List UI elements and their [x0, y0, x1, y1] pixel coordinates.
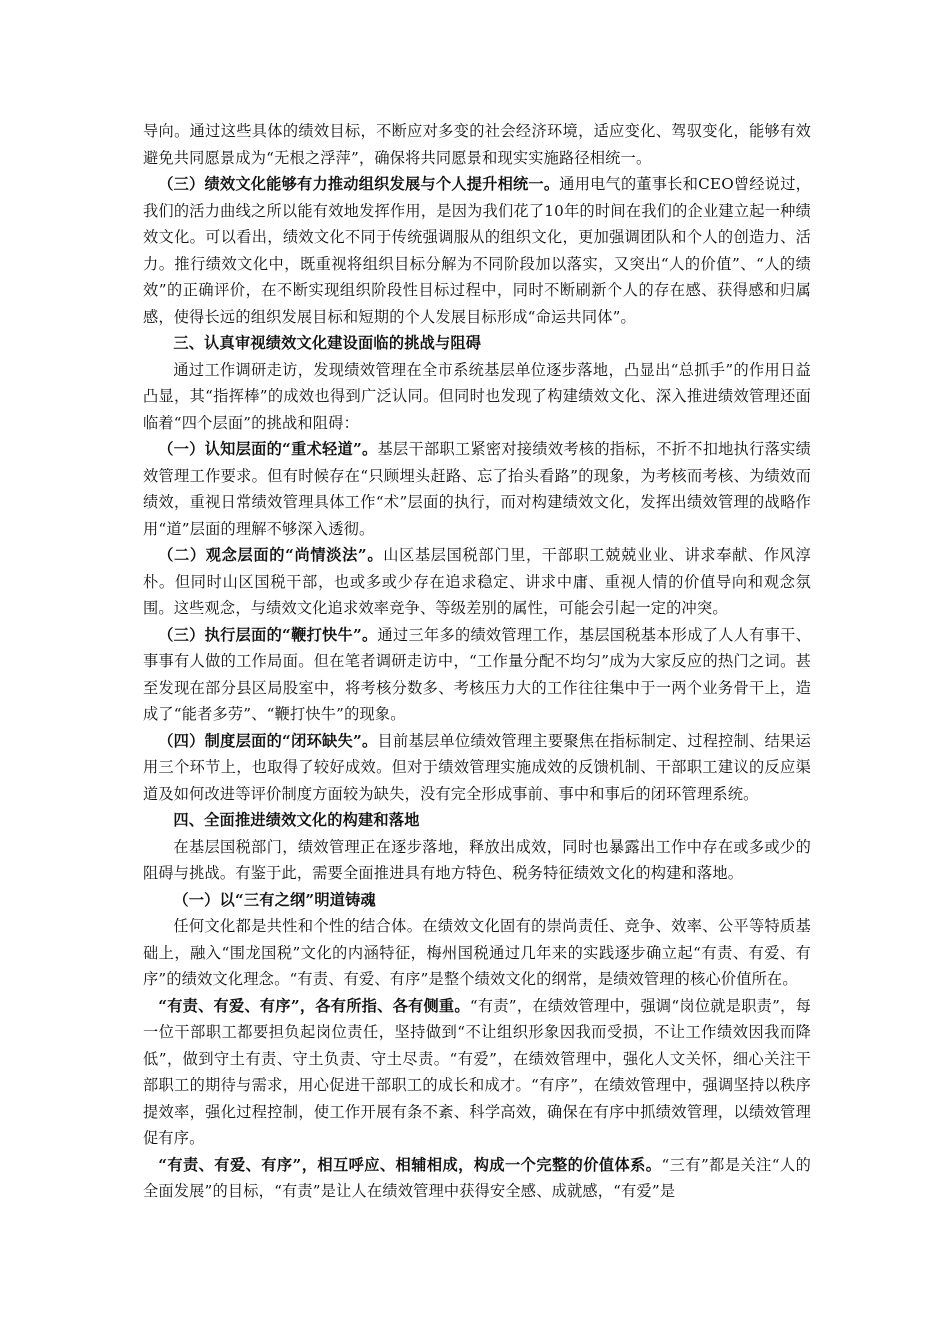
heading-text: 三、认真审视绩效文化建设面临的挑战与阻碍 — [173, 334, 482, 352]
section-heading-4 — [143, 807, 811, 834]
paragraph-text: “三有”都是关注“人的全面发展”的目标，“有责”是让人在绩效管理中获得安全感、成就感，“有爱”是 — [143, 1155, 811, 1200]
paragraph-text: 目前基层单位绩效管理主要聚焦在指标制定、过程控制、结果运用三个环节上，也取得了较好成效。但对于绩效管理实施成效的反馈机制、干部职工建议的反应渠道及如何改进等评价制度方面较为缺失，没有完全形成事前、事中和事后的闭环管理系统。 — [143, 731, 811, 803]
paragraph-challenge-2 — [143, 542, 811, 622]
paragraph-lead-bold: “有责、有爱、有序”，各有所指、各有侧重。 — [158, 996, 470, 1015]
heading-text: （一）以“三有之纲”明道铸魂 — [173, 890, 376, 909]
paragraph-three-have-meaning — [143, 993, 811, 1152]
paragraph-lead-bold: （一）认知层面的“重术轻道”。 — [158, 440, 378, 458]
paragraph-section-3-3 — [143, 171, 811, 330]
paragraph-intro-challenges — [143, 357, 811, 437]
paragraph-text: “有责”，在绩效管理中，强调“岗位就是职责”，每一位干部职工都要担负起岗位责任，坚持做到“不让组织形象因我而受损，不让工作绩效因我而降低”，做到守土有责、守土负责、守土尽责。“有爱”，在绩效管理中，强化人文关怀，细心关注干部职工的期待与需求，用心促进干部职工的成长和成才。“有序”，在绩效管理中，强调坚持以秩序提效率，强化过程控制，使工作开展有条不紊、科学高效，确保在有序中抓绩效管理，以绩效管理促有序。 — [143, 996, 812, 1147]
paragraph-text: 通过工作调研走访，发现绩效管理在全市系统基层单位逐步落地，凸显出“总抓手”的作用日益凸显，其“指挥棒”的成效也得到广泛认同。但同时也发现了构建绩效文化、深入推进绩效管理还面临着“四个层面”的挑战和阻碍： — [143, 360, 811, 432]
paragraph-challenge-3 — [143, 622, 811, 728]
paragraph-text: 导向。通过这些具体的绩效目标，不断应对多变的社会经济环境，适应变化、驾驭变化，能够有效避免共同愿景成为“无根之浮萍”，确保将共同愿景和现实实施路径相统一。 — [143, 122, 811, 167]
paragraph-challenge-1 — [143, 436, 811, 542]
paragraph-text: 任何文化都是共性和个性的结合体。在绩效文化固有的崇尚责任、竞争、效率、公平等特质基础上，融入“围龙国税”文化的内涵特征，梅州国税通过几年来的实践逐步确立起“有责、有爱、有序”的绩效文化理念。“有责、有爱、有序”是整个绩效文化的纲常，是绩效管理的核心价值所在。 — [143, 917, 811, 988]
section-heading-3 — [143, 330, 811, 357]
paragraph-continuation — [143, 118, 811, 171]
paragraph-text: 山区基层国税部门里，干部职工兢兢业业、讲求奉献、作风淳朴。但同时山区国税干部，也或多或少存在追求稳定、讲求中庸、重视人情的价值导向和观念氛围。这些观念，与绩效文化追求效率竞争、等级差别的属性，可能会引起一定的冲突。 — [143, 546, 811, 617]
subsection-heading-4-1 — [143, 887, 811, 914]
paragraph-lead-bold: （三）绩效文化能够有力推动组织发展与个人提升相统一。 — [158, 175, 560, 193]
paragraph-culture-generality — [143, 913, 811, 993]
paragraph-text: 通用电气的董事长和CEO曾经说过，我们的活力曲线之所以能有效地发挥作用，是因为我们花了10年的时间在我们的企业建立起一种绩效文化。可以看出，绩效文化不同于传统强调服从的组织文化，更加强调团队和个人的创造力、活力。推行绩效文化中，既重视将组织目标分解为不同阶段加以落实，又突出“人的价值”、“人的绩效”的正确评价，在不断实现组织阶段性目标过程中，同时不断刷新个人的存在感、获得感和归属感，使得长远的组织发展目标和短期的个人发展目标形成“命运共同体”。 — [143, 175, 812, 326]
paragraph-intro-construction — [143, 834, 811, 887]
paragraph-text: 在基层国税部门，绩效管理正在逐步落地，释放出成效，同时也暴露出工作中存在或多或少的阻碍与挑战。有鉴于此，需要全面推进具有地方特色、税务特征绩效文化的构建和落地。 — [143, 837, 811, 882]
heading-text: 四、全面推进绩效文化的构建和落地 — [173, 811, 420, 829]
paragraph-challenge-4 — [143, 728, 811, 808]
paragraph-three-have-system — [143, 1152, 811, 1205]
paragraph-lead-bold: （三）执行层面的“鞭打快牛”。 — [158, 625, 378, 644]
paragraph-lead-bold: （四）制度层面的“闭环缺失”。 — [158, 731, 378, 750]
paragraph-lead-bold: “有责、有爱、有序”，相互呼应、相辅相成，构成一个完整的价值体系。 — [158, 1155, 662, 1174]
paragraph-text: 通过三年多的绩效管理工作，基层国税基本形成了人人有事干、事事有人做的工作局面。但在笔者调研走访中，“工作量分配不均匀”成为大家反应的热门之词。甚至发现在部分县区局股室中，将考核分数多、考核压力大的工作往往集中于一两个业务骨干上，造成了“能者多劳”、“鞭打快牛”的现象。 — [143, 625, 811, 723]
paragraph-text: 基层干部职工紧密对接绩效考核的指标，不折不扣地执行落实绩效管理工作要求。但有时候存在“只顾埋头赶路、忘了抬头看路”的现象，为考核而考核、为绩效而绩效，重视日常绩效管理具体工作“术”层面的执行，而对构建绩效文化，发挥出绩效管理的战略作用“道”层面的理解不够深入透彻。 — [143, 440, 811, 538]
paragraph-lead-bold: （二）观念层面的“尚情淡法”。 — [158, 546, 384, 564]
document-page — [143, 118, 811, 1205]
